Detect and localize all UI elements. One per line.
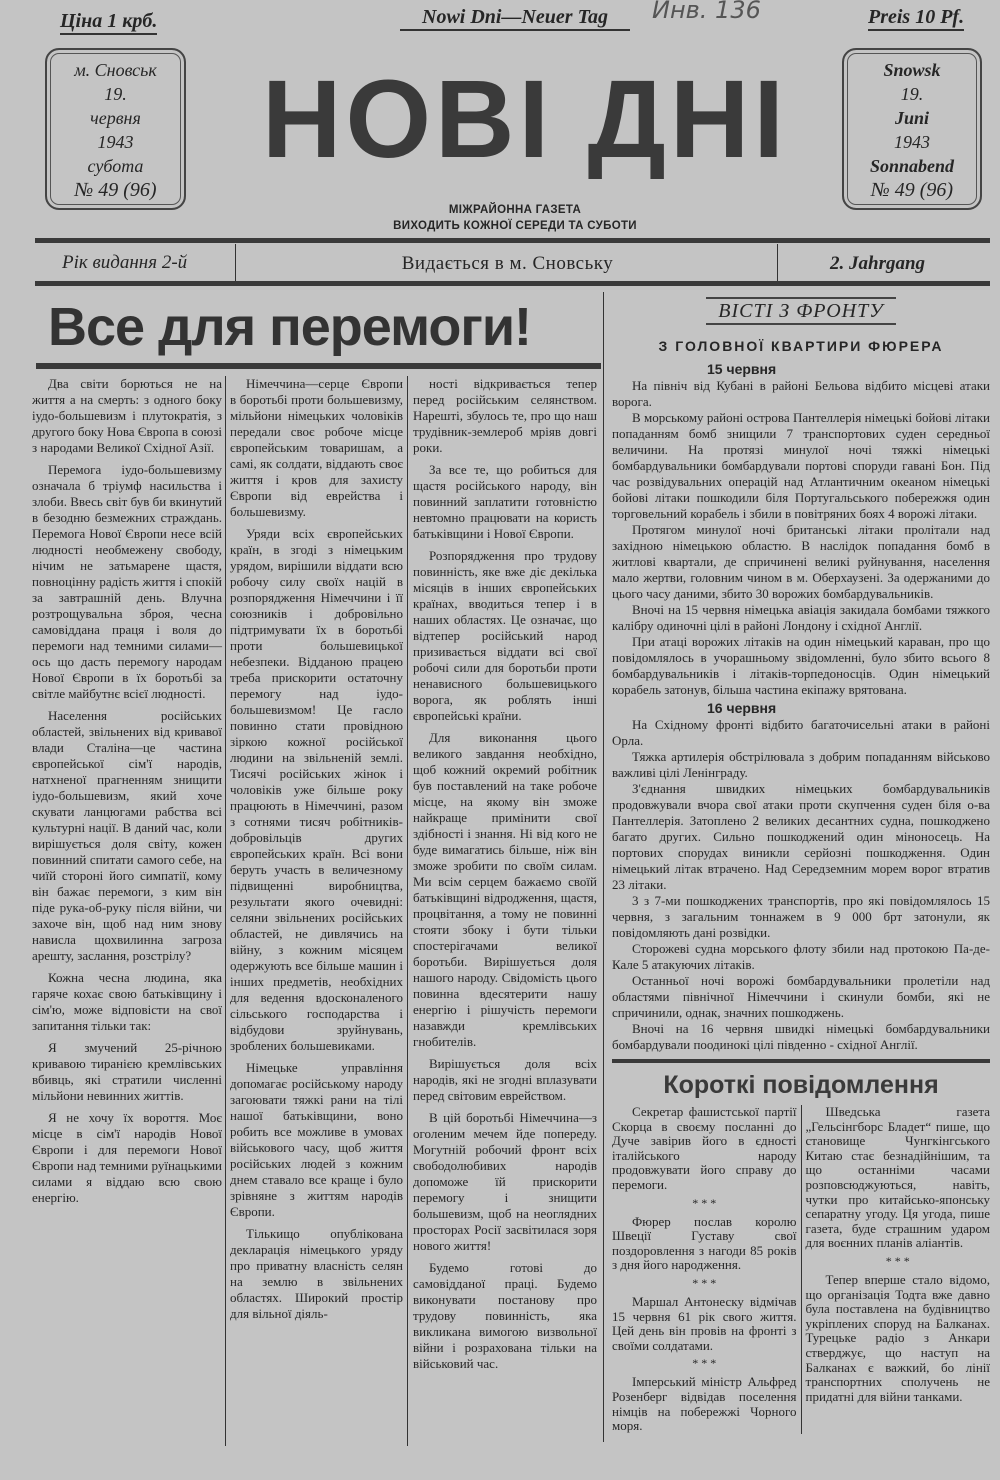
- news-item: Секретар фашистської партії Скорца в своєму посланні до Дуче завірив його в єдності італійського народу продовжувати його справу до перемоги.: [612, 1104, 797, 1192]
- short-news: [612, 1105, 990, 1434]
- header-rule-top: [35, 238, 990, 243]
- paragraph: Німецьке управління допомагає російському народу загоювати тяжкі рани на тілі нашої батьківщини, воно робить все можливе в умовах військового часу, щоб життя російських людей з кожним днем ставало все краще і було зрівняне з життям народів Європи.: [230, 1060, 403, 1219]
- lead-headline: Все для перемоги!: [48, 297, 532, 357]
- paragraph: Вночі на 15 червня німецька авіація закидала бомбами тяжкого калібру одиночні цілі в районі Лондону і східної Англії.: [612, 602, 990, 633]
- paragraph: Розпорядження про трудову повинність, яке вже діє декілька місяців в інших європейських країнах, вводиться тепер і в наших областях. Це означає, що відтепер російський народ призивається віддати всі свої робочі сили для боротьби проти ненависного большевицького ворога, як роблять інші європейські країни.: [413, 548, 597, 723]
- front-news-subtitle: З ГОЛОВНОЇ КВАРТИРИ ФЮРЕРА: [658, 338, 944, 354]
- news-item: Імперський міністр Альфред Розенберг відвідав поселення німців на побережжі Чорного моря.: [612, 1374, 797, 1434]
- separator: * * *: [692, 1275, 717, 1290]
- news-item: Маршал Антонеску відмічав 15 червня 61 рік свого життя. Цей день він провів на фронті з своїми солдатами.: [612, 1293, 797, 1353]
- paragraph: З'єднання швидких німецьких бомбардувальників продовжували вчора свої атаки проти скупчення суден біля о-ва Пантеллерія. Затоплено 2 великих десантних судна, пошкоджено багато других. Сильно пошкоджений один міноносець. На портових спорудах виникли серйозні пошкодження. Один німецький літак втрачено. Над Середземним морем ворог втратив 23 літаки.: [612, 781, 990, 892]
- section-divider: [603, 292, 604, 1442]
- news-item: Шведська газета „Гельсінгборс Бладет“ пише, що становище Чунгкінгського Китаю стає безнадійнішим, та що останніми часами розповсюджуються, навіть, чутки про китайсько-японську сепаратну угоду. Ця угода, пише газета, буде страшним ударом для воєнних планів аліантів.: [805, 1104, 990, 1251]
- place: Snowsk: [883, 60, 941, 80]
- paragraph: Я змучений 25-річною кривавою тиранією кремлівських вбивць, які стратили численні мільйони невинних життів.: [32, 1040, 222, 1103]
- paragraph: Останньої ночі ворожі бомбардувальники пролетіли над областями північної Німеччини і скинули бомби, які не спричинили, однак, значних пошкоджень.: [612, 973, 990, 1020]
- date-heading: 16 червня: [707, 700, 777, 716]
- news-rule: [612, 1059, 990, 1063]
- paragraph: На північ від Кубані в районі Бельова відбито місцеві атаки ворога.: [612, 378, 990, 409]
- title-latin: Nowi Dni—Neuer Tag: [400, 6, 630, 31]
- month: Juni: [894, 108, 930, 128]
- place: м. Сновськ: [74, 60, 157, 80]
- separator: * * *: [885, 1253, 910, 1268]
- month: червня: [90, 108, 141, 128]
- date-box-ukrainian: [45, 48, 186, 210]
- issue-number: № 49 (96): [870, 179, 954, 201]
- paragraph: За все те, що робиться для щастя російського народу, він повинний заплатити готовністю невтомно працювати на користь батьківщини і Нової Європи.: [413, 462, 597, 541]
- paragraph: На Східному фронті відбито багаточисельні атаки в районі Орла.: [612, 717, 990, 748]
- paragraph: Населення російських областей, звільнених від кривавої влади Сталіна—це частина європейської сім'ї народів, натхненої прагненням знищити іудо-большевизм, який хоче скувати ланцюгами рабства всі культурні нації. В даний час, коли вирішується доля світу, кожен повинний спитати самого себе, на чиїй стороні його симпатії, кому він бажає перемоги, з ким він піде рука-об-руку після війни, чи захоче він, щоб над ним знову нависла щохвилинна загроза арешту, заслання, розстрілу?: [32, 708, 222, 963]
- paragraph: Кожна чесна людина, яка гаряче кохає свою батьківщину і сім'ю, може відповісти на свої запитання тільки так:: [32, 970, 222, 1033]
- subtitle-schedule: ВИХОДИТЬ КОЖНОЇ СЕРЕДИ ТА СУБОТИ: [393, 220, 637, 232]
- year-of-publication: Рік видання 2-й: [62, 252, 188, 273]
- paragraph: Уряди всіх європейських країн, в згоді з німецьким урядом, вирішили віддати всю робочу силу своїх націй в розпорядження Німеччини і її союзників і добровільно підтримувати їх в боротьбі проти большевицької небезпеки. Відданою працею треба прискорити остаточну перемогу над іудо-большевизмом! Це гасло повинно стати провідною зіркою кожної російської людини на звільненій землі. Тисячі російських жінок і чоловіків уже більше року працюють в Німеччині, разом з сотнями тисяч робітників-добровільців других європейських країн. Всі вони беруть участь в величезному підвищенні виробництва, результати якого очевидні: селяни звільнених російських областей, не дивлячись на війну, з кожним місяцем одержують все більше машин і інших предметів, необхідних для ведення вдосконаленого сільського господарства і відбудови зруйнувань, зроблених большевиками.: [230, 526, 403, 1053]
- paragraph: Я не хочу їх вороття. Моє місце в сім'ї народів Нової Європи і для перемоги Нової Європи над темними руїнацькими силами я віддаю всю свою енергію.: [32, 1110, 223, 1205]
- band-divider: [235, 244, 236, 282]
- headline-rule: [36, 363, 601, 369]
- header-rule-bottom: [35, 281, 990, 286]
- paragraph: Тяжка артилерія обстрілювала з добрим попаданням військово важливі цілі Ленінграду.: [612, 749, 990, 780]
- paragraph: Сторожеві судна морського флоту збили над протокою Па-де-Кале 5 атакуючих літаків.: [612, 941, 990, 972]
- lead-column-2: [230, 376, 403, 1328]
- short-news-title: Короткі повідомлення: [663, 1071, 939, 1099]
- masthead-title: НОВІ ДНІ: [262, 58, 788, 181]
- paragraph: ності відкривається тепер перед російським селянством. Нарешті, збулось те, про що наш трудівник-землероб мріяв довгі роки.: [413, 376, 597, 455]
- year: 1943: [894, 132, 930, 152]
- short-news-right: [802, 1105, 991, 1434]
- front-news-body: [612, 359, 990, 1053]
- news-item: Тепер вперше стало відомо, що організація Тодта вже давно була поставлена на будівництво укріплених споруд на Балканах. Турецьке радіо з Анкари стверджує, що наступ на Балканах є важкий, бо лінії транспортних сполучень не придатні для війни танками.: [805, 1271, 990, 1404]
- right-section: [612, 292, 990, 1434]
- separator: * * *: [692, 1356, 717, 1371]
- subtitle-interdistrict: МІЖРАЙОННА ГАЗЕТА: [448, 204, 582, 216]
- news-item: Фюрер послав королю Швеції Густаву свої поздоровлення з нагоди 85 років з дня його народження.: [612, 1213, 797, 1273]
- paragraph: Протягом минулої ночі британські літаки пролітали над західною німецькою областю. В наслідок попадання бомб в житлові квартали, де спричинені великі руйнування, населення мало жертви, головним чином в м. Оберхаузені. За одержаними до цього часу даними, збито 30 ворожих бомбардувальників.: [612, 522, 990, 601]
- paragraph: 3 з 7-ми пошкоджених транспортів, про які повідомлялось 15 червня, з загальним тоннажем в 9 000 брт затонули, як повідомляють дані розвідки.: [612, 893, 990, 940]
- band-divider: [777, 244, 778, 282]
- day: 19.: [104, 84, 127, 104]
- weekday: Sonnabend: [869, 156, 955, 176]
- front-news-title: ВІСТІ З ФРОНТУ: [706, 297, 895, 325]
- paragraph: Тількищо опублікована декларація німецького уряду про приватну власність селян на землю в звільнених областях. Широкий простір для вільної діяль-: [230, 1226, 403, 1321]
- lead-column-3: [413, 376, 597, 1378]
- weekday: субота: [87, 156, 144, 176]
- jahrgang: 2. Jahrgang: [830, 253, 926, 274]
- paragraph: В цій боротьбі Німеччина—з оголеним мечем йде попереду. Могутній робочий фронт всіх свободолюбивих народів допоможе їй прискорити перемогу і знищити большевизм, щоб на неоглядних просторах Росії засвітилася зоря нового життя!: [413, 1110, 597, 1253]
- paragraph: Перемога іудо-большевизму означала б тріумф насильства і злоби. Ввесь світ був би вкинутий в безодню безмежних страждань. Перемога Нової Європи несе всій людності необмежену свободу, нічим не затьмарене щастя, повноцінну радість життя і спокій за завтрашній день. Влучна розтрощувальна зброя, чесна самовіддана праця і воля до перемоги над темними силами—ось що дасть перемогу народам Нової Європи в їх боротьбі за світле майбутнє всієї людності.: [32, 462, 222, 701]
- date-heading: 15 червня: [707, 361, 777, 377]
- published-in: Видається в м. Сновську: [401, 253, 614, 274]
- paragraph: При атаці ворожих літаків на один німецький караван, про що повідомлялось в учорашньому звідомленні, було збито всього 8 бомбардувальників і літаків-торпедоносців. Один німецький корабель затонув, більша частина екіпажу врятована.: [612, 634, 990, 697]
- price-left: Ціна 1 крб.: [60, 10, 157, 35]
- day: 19.: [900, 84, 924, 104]
- paragraph: Для виконання цього великого завдання необхідно, щоб кожний окремий робітник був поставлений на таке робоче місце, на якому він зможе найкраще примінити свої здібності і знання. Ні від кого не буде вимагатись більше, ніж він зможе зробити по своїм силам. Ми всім серцем бажаємо своїй батьківщині відродження, щастя, процвітання, а тому не повинні стояти збоку і бути тільки спостерігачами великої боротьби. Вирішується доля нашого народу. Свідомість цього повинна вдесятерити нашу енергію і рішучість перемоги назавжди кремлівських гнобителів.: [413, 730, 597, 1049]
- paragraph: Німеччина—серце Європи в боротьбі проти большевизму, мільйони німецьких чоловіків передали своє робоче місце європейським товаришам, а самі, як солдати, віддають своє життя і кров для захисту Європи від еврейства і большевизму.: [230, 376, 403, 519]
- separator: * * *: [692, 1195, 717, 1210]
- short-news-left: [612, 1105, 802, 1434]
- year: 1943: [97, 132, 134, 152]
- lead-column-1: [32, 376, 222, 1212]
- column-divider: [407, 376, 408, 1446]
- price-right: Preis 10 Pf.: [868, 6, 964, 31]
- paragraph: Вночі на 16 червня швидкі німецькі бомбардувальники бомбардували поодинокі цілі південно - східної Англії.: [612, 1021, 990, 1052]
- date-box-german: [842, 48, 982, 210]
- paragraph: Два світи борються не на життя а на смерть: з одного боку іудо-большевизм і плутократія, з другого боку Нова Європа в союзі з народами Великої Східної Азії.: [32, 376, 222, 455]
- paragraph: Будемо готові до самовідданої праці. Будемо виконувати постанову про трудову повинність, яка викликана вимогою визвольної війни і розрахована тільки на військовий час.: [413, 1260, 597, 1371]
- issue-number: № 49 (96): [74, 179, 157, 201]
- inventory-note: Инв. 136: [652, 0, 761, 24]
- paragraph: В морському районі острова Пантеллерія німецькі бойові літаки попаданням бомб знищили 7 транспортових суден середньої величини. На протязі минулої ночі тяжкі німецькі бомбардувальники бомбардували портові споруди гавані Бон. Під час розвідувальних операцій над Атлантичним океаном німецькі бойові літаки пошкодили біля Португальського побережжя один торговельний корабель і збили в повітряних боях 4 ворожі літаки.: [612, 410, 990, 521]
- column-divider: [225, 376, 226, 1446]
- paragraph: Вирішується доля всіх народів, які не згодні вплазувати перед світовим еврейством.: [413, 1056, 597, 1103]
